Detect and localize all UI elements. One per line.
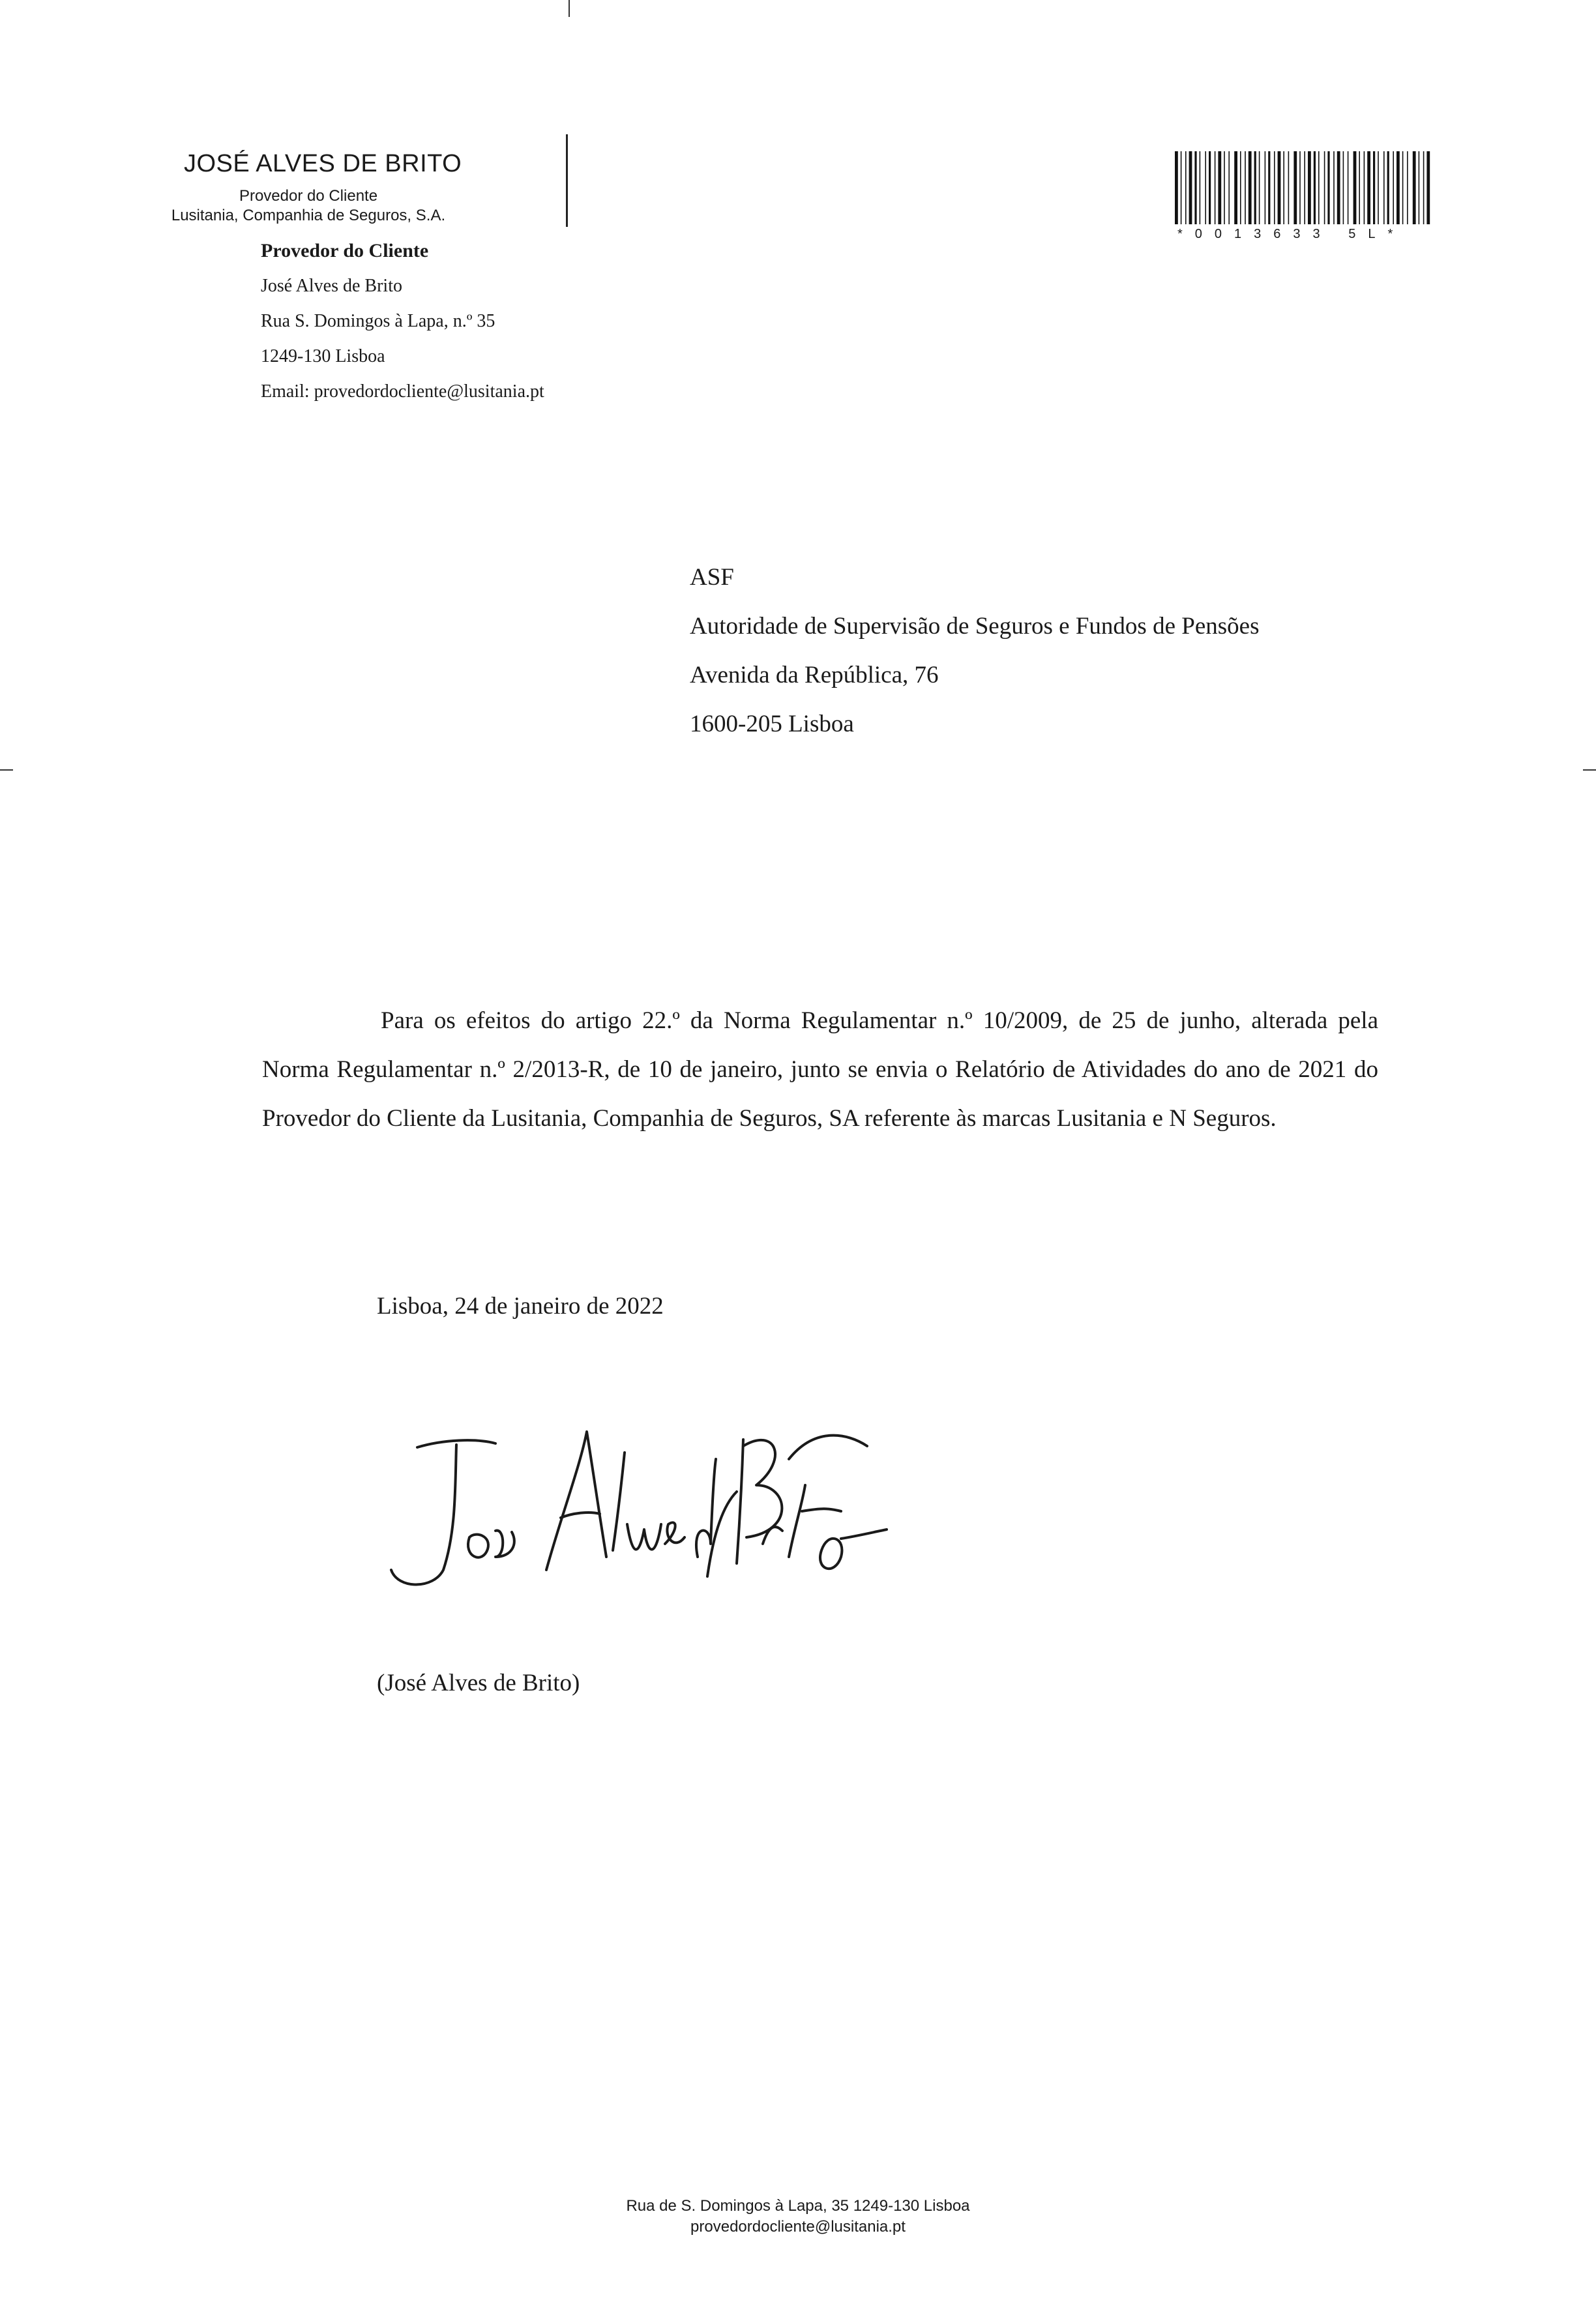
closing-date: Lisboa, 24 de janeiro de 2022 xyxy=(377,1293,664,1320)
scan-mark-top xyxy=(569,0,570,17)
scan-mark-left xyxy=(0,769,13,771)
sender-name: José Alves de Brito xyxy=(261,276,402,296)
recipient-line-1: ASF xyxy=(690,564,734,591)
page-footer xyxy=(537,2196,1059,2238)
handwritten-signature xyxy=(372,1361,893,1622)
sender-block xyxy=(261,233,544,409)
letterhead-role: Provedor do Cliente xyxy=(239,187,378,205)
letterhead-divider xyxy=(566,134,568,227)
barcode xyxy=(1172,151,1433,224)
sender-email: Email: provedordocliente@lusitania.pt xyxy=(261,381,544,402)
body-paragraph: Para os efeitos do artigo 22.º da Norma Regulamentar n.º 10/2009, de 25 de junho, alterada pela Norma Regulamentar n.º 2/2013-R, de 10 de janeiro, junto se envia o Relatório de Atividades do ano de 2021 do Provedor do Cliente da Lusitania, Companhia de Seguros, SA referente às marcas Lusitania e N Seguros. xyxy=(262,1007,1378,1132)
scan-mark-right xyxy=(1583,769,1596,771)
letterhead-role-block xyxy=(168,186,449,226)
sender-title: Provedor do Cliente xyxy=(261,240,429,261)
recipient-block xyxy=(690,553,1259,748)
sender-street: Rua S. Domingos à Lapa, n.º 35 xyxy=(261,311,495,331)
signatory-name: (José Alves de Brito) xyxy=(377,1670,580,1696)
footer-email: provedordocliente@lusitania.pt xyxy=(690,2218,906,2236)
recipient-line-4: 1600-205 Lisboa xyxy=(690,711,854,737)
footer-address: Rua de S. Domingos à Lapa, 35 1249-130 Lisboa xyxy=(626,2197,970,2215)
letterhead-name: JOSÉ ALVES DE BRITO xyxy=(184,150,462,177)
letterhead-company: Lusitania, Companhia de Seguros, S.A. xyxy=(171,207,446,224)
sender-postal: 1249-130 Lisboa xyxy=(261,346,385,366)
recipient-line-2: Autoridade de Supervisão de Seguros e Fundos de Pensões xyxy=(690,613,1260,640)
recipient-line-3: Avenida da República, 76 xyxy=(690,662,939,688)
barcode-text: *0013633 5L* xyxy=(1177,227,1406,241)
